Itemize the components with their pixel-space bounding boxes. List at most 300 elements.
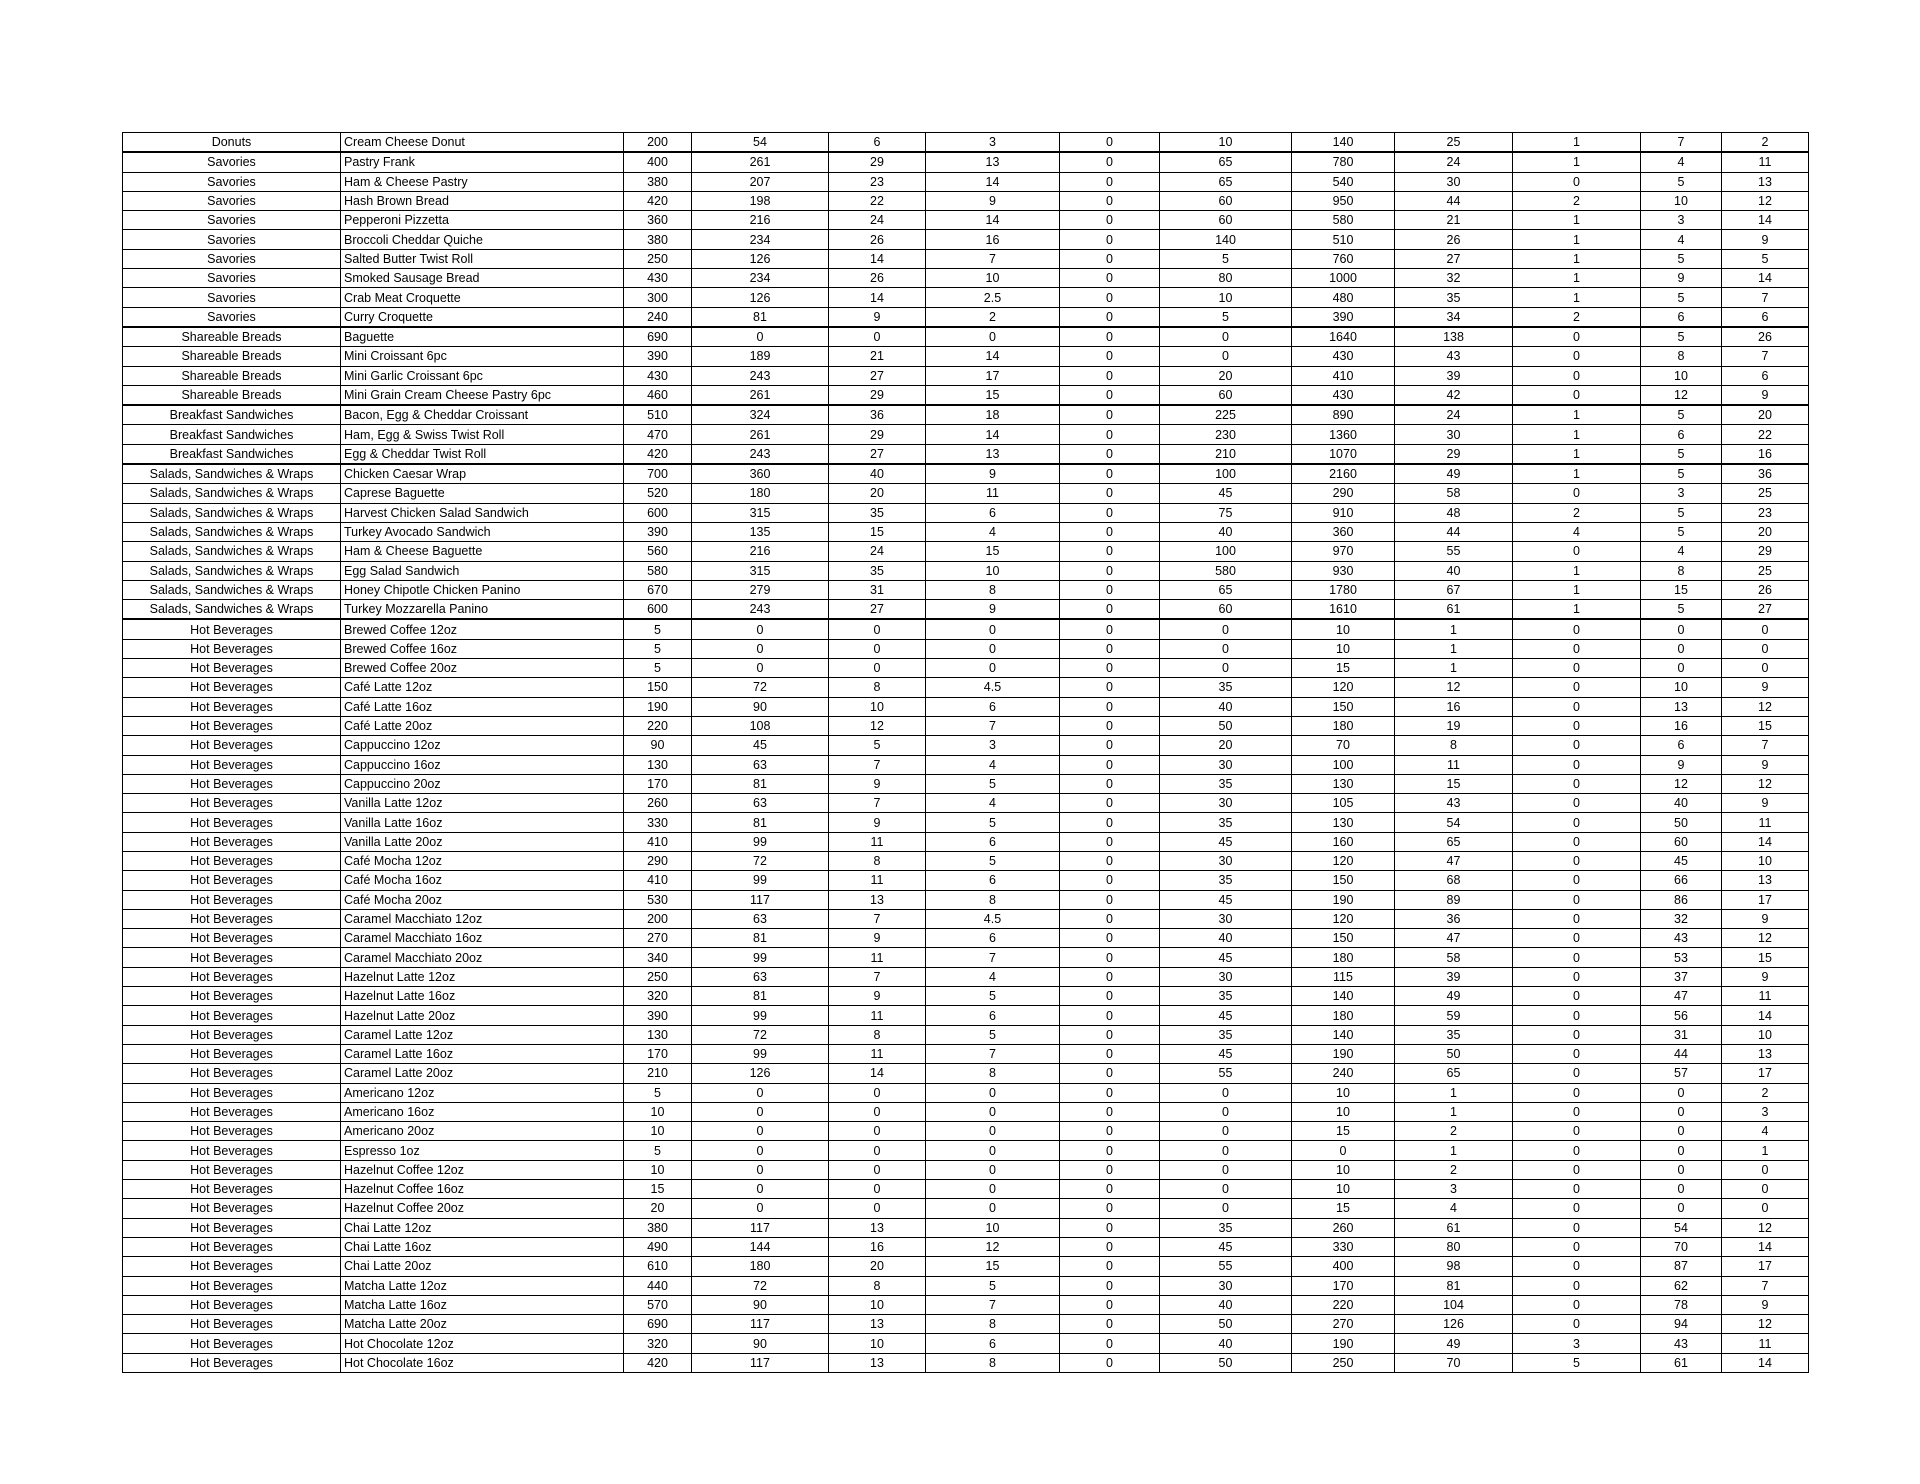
cell-c12: 66 (1641, 871, 1722, 890)
cell-c4: 45 (692, 736, 829, 755)
cell-c12: 0 (1641, 1160, 1722, 1179)
cell-c4: 180 (692, 1257, 829, 1276)
cell-item: Caramel Macchiato 12oz (341, 909, 624, 928)
cell-c9: 120 (1292, 851, 1395, 870)
cell-c6: 5 (926, 851, 1060, 870)
cell-c8: 100 (1160, 542, 1292, 561)
cell-c12: 5 (1641, 327, 1722, 347)
cell-c11: 0 (1513, 1180, 1641, 1199)
cell-c11: 1 (1513, 425, 1641, 444)
cell-c5: 14 (829, 1064, 926, 1083)
cell-c9: 150 (1292, 697, 1395, 716)
cell-c12: 9 (1641, 269, 1722, 288)
cell-c6: 3 (926, 133, 1060, 153)
cell-c4: 216 (692, 211, 829, 230)
cell-item: Matcha Latte 12oz (341, 1276, 624, 1295)
cell-category: Savories (123, 230, 341, 249)
cell-c9: 950 (1292, 191, 1395, 210)
cell-c9: 270 (1292, 1315, 1395, 1334)
cell-c11: 0 (1513, 347, 1641, 366)
cell-c3: 320 (624, 1334, 692, 1353)
cell-c4: 72 (692, 1025, 829, 1044)
cell-c4: 198 (692, 191, 829, 210)
cell-c3: 430 (624, 269, 692, 288)
cell-c5: 0 (829, 327, 926, 347)
cell-category: Hot Beverages (123, 1257, 341, 1276)
cell-item: Chai Latte 20oz (341, 1257, 624, 1276)
cell-category: Hot Beverages (123, 1315, 341, 1334)
cell-c7: 0 (1060, 1180, 1160, 1199)
cell-c11: 1 (1513, 211, 1641, 230)
cell-c4: 234 (692, 230, 829, 249)
cell-c8: 60 (1160, 385, 1292, 405)
cell-c11: 0 (1513, 774, 1641, 793)
cell-item: Caprese Baguette (341, 484, 624, 503)
cell-c3: 130 (624, 755, 692, 774)
cell-c7: 0 (1060, 1025, 1160, 1044)
cell-c6: 18 (926, 405, 1060, 425)
cell-c7: 0 (1060, 152, 1160, 172)
cell-c5: 31 (829, 580, 926, 599)
cell-c3: 150 (624, 678, 692, 697)
cell-c9: 330 (1292, 1237, 1395, 1256)
cell-c5: 0 (829, 659, 926, 678)
cell-c5: 35 (829, 561, 926, 580)
cell-c10: 34 (1395, 307, 1513, 327)
cell-c7: 0 (1060, 1257, 1160, 1276)
cell-c11: 0 (1513, 1199, 1641, 1218)
table-row (123, 619, 1809, 639)
cell-c5: 13 (829, 1315, 926, 1334)
cell-c3: 460 (624, 385, 692, 405)
cell-c11: 1 (1513, 580, 1641, 599)
table-row (123, 152, 1809, 172)
cell-c5: 11 (829, 871, 926, 890)
cell-c9: 10 (1292, 1102, 1395, 1121)
cell-c8: 100 (1160, 464, 1292, 484)
cell-c10: 67 (1395, 580, 1513, 599)
cell-c7: 0 (1060, 1334, 1160, 1353)
cell-c11: 1 (1513, 561, 1641, 580)
cell-c13: 6 (1722, 366, 1809, 385)
table-row (123, 1295, 1809, 1314)
cell-c9: 260 (1292, 1218, 1395, 1237)
cell-c4: 99 (692, 1044, 829, 1063)
cell-c12: 3 (1641, 484, 1722, 503)
table-row (123, 484, 1809, 503)
cell-c6: 10 (926, 269, 1060, 288)
cell-c6: 15 (926, 385, 1060, 405)
cell-c9: 140 (1292, 133, 1395, 153)
cell-c12: 4 (1641, 542, 1722, 561)
cell-category: Hot Beverages (123, 716, 341, 735)
cell-c13: 20 (1722, 522, 1809, 541)
cell-c6: 15 (926, 1257, 1060, 1276)
cell-item: Café Mocha 12oz (341, 851, 624, 870)
cell-c8: 0 (1160, 1122, 1292, 1141)
cell-c5: 8 (829, 1276, 926, 1295)
cell-c10: 3 (1395, 1180, 1513, 1199)
cell-c7: 0 (1060, 230, 1160, 249)
cell-category: Savories (123, 269, 341, 288)
cell-c9: 430 (1292, 347, 1395, 366)
cell-c9: 910 (1292, 503, 1395, 522)
cell-item: Smoked Sausage Bread (341, 269, 624, 288)
cell-c9: 140 (1292, 1025, 1395, 1044)
cell-c7: 0 (1060, 929, 1160, 948)
cell-c8: 10 (1160, 133, 1292, 153)
cell-c11: 1 (1513, 133, 1641, 153)
cell-c3: 240 (624, 307, 692, 327)
cell-c4: 360 (692, 464, 829, 484)
cell-c8: 0 (1160, 1083, 1292, 1102)
cell-c4: 81 (692, 987, 829, 1006)
cell-c8: 210 (1160, 444, 1292, 464)
cell-c7: 0 (1060, 1315, 1160, 1334)
cell-c10: 47 (1395, 929, 1513, 948)
cell-c8: 60 (1160, 211, 1292, 230)
cell-c8: 0 (1160, 347, 1292, 366)
table-row (123, 444, 1809, 464)
cell-c9: 120 (1292, 909, 1395, 928)
cell-c13: 12 (1722, 1315, 1809, 1334)
nutrition-table (122, 132, 1809, 1373)
cell-c13: 14 (1722, 269, 1809, 288)
cell-c5: 13 (829, 890, 926, 909)
cell-c12: 12 (1641, 385, 1722, 405)
cell-c6: 14 (926, 347, 1060, 366)
cell-c4: 72 (692, 851, 829, 870)
cell-c10: 1 (1395, 639, 1513, 658)
cell-c12: 5 (1641, 405, 1722, 425)
cell-c12: 0 (1641, 1083, 1722, 1102)
cell-c13: 20 (1722, 405, 1809, 425)
cell-c12: 54 (1641, 1218, 1722, 1237)
cell-c8: 55 (1160, 1064, 1292, 1083)
cell-c10: 1 (1395, 1141, 1513, 1160)
table-row (123, 967, 1809, 986)
cell-c7: 0 (1060, 659, 1160, 678)
cell-c10: 11 (1395, 755, 1513, 774)
table-row (123, 1334, 1809, 1353)
cell-category: Hot Beverages (123, 1237, 341, 1256)
cell-c7: 0 (1060, 542, 1160, 561)
cell-c8: 55 (1160, 1257, 1292, 1276)
cell-item: Cappuccino 12oz (341, 736, 624, 755)
table-row (123, 1006, 1809, 1025)
cell-c6: 0 (926, 1141, 1060, 1160)
cell-c4: 90 (692, 1334, 829, 1353)
table-row (123, 269, 1809, 288)
cell-c12: 5 (1641, 172, 1722, 191)
cell-c3: 320 (624, 987, 692, 1006)
cell-c12: 5 (1641, 522, 1722, 541)
cell-c5: 14 (829, 249, 926, 268)
cell-c10: 12 (1395, 678, 1513, 697)
cell-c11: 0 (1513, 1025, 1641, 1044)
cell-c7: 0 (1060, 619, 1160, 639)
cell-c5: 21 (829, 347, 926, 366)
cell-c4: 63 (692, 967, 829, 986)
table-row (123, 230, 1809, 249)
cell-c11: 0 (1513, 172, 1641, 191)
cell-c7: 0 (1060, 987, 1160, 1006)
cell-c3: 420 (624, 444, 692, 464)
cell-c9: 180 (1292, 1006, 1395, 1025)
cell-c11: 0 (1513, 1160, 1641, 1179)
cell-c10: 19 (1395, 716, 1513, 735)
cell-c9: 0 (1292, 1141, 1395, 1160)
cell-c6: 0 (926, 327, 1060, 347)
cell-c4: 261 (692, 152, 829, 172)
cell-c13: 13 (1722, 172, 1809, 191)
cell-c5: 13 (829, 1353, 926, 1372)
cell-c6: 0 (926, 639, 1060, 658)
cell-c9: 890 (1292, 405, 1395, 425)
cell-c7: 0 (1060, 1218, 1160, 1237)
table-row (123, 172, 1809, 191)
cell-item: Hot Chocolate 16oz (341, 1353, 624, 1372)
cell-c3: 200 (624, 909, 692, 928)
cell-c3: 420 (624, 191, 692, 210)
cell-c3: 700 (624, 464, 692, 484)
cell-c8: 50 (1160, 1353, 1292, 1372)
cell-c7: 0 (1060, 890, 1160, 909)
cell-c4: 135 (692, 522, 829, 541)
cell-c10: 29 (1395, 444, 1513, 464)
cell-c4: 207 (692, 172, 829, 191)
cell-c12: 8 (1641, 561, 1722, 580)
cell-c3: 5 (624, 639, 692, 658)
cell-c6: 4 (926, 967, 1060, 986)
cell-item: Ham & Cheese Pastry (341, 172, 624, 191)
cell-c7: 0 (1060, 1276, 1160, 1295)
cell-c4: 126 (692, 288, 829, 307)
cell-c10: 98 (1395, 1257, 1513, 1276)
cell-c5: 24 (829, 542, 926, 561)
cell-c3: 670 (624, 580, 692, 599)
cell-c9: 220 (1292, 1295, 1395, 1314)
cell-c11: 5 (1513, 1353, 1641, 1372)
cell-item: Pepperoni Pizzetta (341, 211, 624, 230)
table-row (123, 1141, 1809, 1160)
cell-c7: 0 (1060, 716, 1160, 735)
cell-item: Salted Butter Twist Roll (341, 249, 624, 268)
cell-c8: 30 (1160, 909, 1292, 928)
cell-item: Ham, Egg & Swiss Twist Roll (341, 425, 624, 444)
cell-c7: 0 (1060, 1295, 1160, 1314)
cell-c9: 150 (1292, 871, 1395, 890)
cell-category: Hot Beverages (123, 1295, 341, 1314)
cell-c4: 315 (692, 503, 829, 522)
cell-c12: 9 (1641, 755, 1722, 774)
cell-c7: 0 (1060, 600, 1160, 620)
cell-c11: 2 (1513, 191, 1641, 210)
cell-category: Hot Beverages (123, 987, 341, 1006)
cell-c11: 0 (1513, 794, 1641, 813)
cell-item: Hazelnut Coffee 20oz (341, 1199, 624, 1218)
cell-c8: 45 (1160, 948, 1292, 967)
cell-c8: 45 (1160, 1237, 1292, 1256)
cell-c3: 530 (624, 890, 692, 909)
cell-c4: 0 (692, 1102, 829, 1121)
cell-c3: 390 (624, 1006, 692, 1025)
cell-c6: 14 (926, 211, 1060, 230)
cell-c13: 9 (1722, 909, 1809, 928)
cell-c12: 60 (1641, 832, 1722, 851)
cell-c8: 40 (1160, 1295, 1292, 1314)
cell-c9: 970 (1292, 542, 1395, 561)
cell-c5: 29 (829, 385, 926, 405)
cell-c13: 14 (1722, 1237, 1809, 1256)
table-row (123, 1083, 1809, 1102)
cell-c5: 22 (829, 191, 926, 210)
cell-c11: 0 (1513, 1064, 1641, 1083)
cell-item: Ham & Cheese Baguette (341, 542, 624, 561)
cell-category: Salads, Sandwiches & Wraps (123, 542, 341, 561)
cell-c6: 6 (926, 871, 1060, 890)
cell-category: Savories (123, 191, 341, 210)
cell-c13: 26 (1722, 580, 1809, 599)
cell-c13: 0 (1722, 659, 1809, 678)
cell-category: Savories (123, 172, 341, 191)
cell-category: Hot Beverages (123, 659, 341, 678)
table-row (123, 1218, 1809, 1237)
cell-c6: 7 (926, 249, 1060, 268)
cell-c13: 11 (1722, 813, 1809, 832)
cell-c5: 7 (829, 967, 926, 986)
cell-c13: 9 (1722, 385, 1809, 405)
table-row (123, 909, 1809, 928)
cell-category: Hot Beverages (123, 774, 341, 793)
cell-c7: 0 (1060, 191, 1160, 210)
cell-c7: 0 (1060, 172, 1160, 191)
cell-c12: 43 (1641, 1334, 1722, 1353)
cell-c10: 138 (1395, 327, 1513, 347)
cell-c13: 9 (1722, 1295, 1809, 1314)
cell-c7: 0 (1060, 1064, 1160, 1083)
cell-c4: 261 (692, 425, 829, 444)
cell-c9: 10 (1292, 1180, 1395, 1199)
cell-c13: 9 (1722, 230, 1809, 249)
cell-c5: 13 (829, 1218, 926, 1237)
cell-c3: 380 (624, 1218, 692, 1237)
cell-c8: 35 (1160, 774, 1292, 793)
cell-c3: 5 (624, 1083, 692, 1102)
cell-c4: 63 (692, 755, 829, 774)
cell-item: Mini Croissant 6pc (341, 347, 624, 366)
cell-c7: 0 (1060, 909, 1160, 928)
cell-c10: 35 (1395, 1025, 1513, 1044)
cell-c9: 15 (1292, 1122, 1395, 1141)
cell-c10: 61 (1395, 1218, 1513, 1237)
cell-c8: 35 (1160, 813, 1292, 832)
cell-c7: 0 (1060, 288, 1160, 307)
cell-c5: 9 (829, 774, 926, 793)
cell-c11: 0 (1513, 366, 1641, 385)
cell-category: Salads, Sandwiches & Wraps (123, 484, 341, 503)
cell-c13: 23 (1722, 503, 1809, 522)
cell-item: Brewed Coffee 16oz (341, 639, 624, 658)
cell-c5: 7 (829, 755, 926, 774)
cell-c12: 0 (1641, 1102, 1722, 1121)
cell-item: Matcha Latte 20oz (341, 1315, 624, 1334)
cell-category: Hot Beverages (123, 832, 341, 851)
cell-c8: 65 (1160, 172, 1292, 191)
cell-category: Hot Beverages (123, 967, 341, 986)
cell-c11: 0 (1513, 736, 1641, 755)
cell-c4: 63 (692, 794, 829, 813)
cell-c9: 290 (1292, 484, 1395, 503)
cell-category: Hot Beverages (123, 755, 341, 774)
cell-c6: 8 (926, 1064, 1060, 1083)
cell-category: Hot Beverages (123, 1334, 341, 1353)
table-row (123, 1276, 1809, 1295)
cell-c13: 26 (1722, 327, 1809, 347)
cell-c11: 1 (1513, 152, 1641, 172)
cell-c7: 0 (1060, 385, 1160, 405)
cell-c5: 23 (829, 172, 926, 191)
cell-c10: 47 (1395, 851, 1513, 870)
cell-c13: 10 (1722, 1025, 1809, 1044)
cell-c9: 1780 (1292, 580, 1395, 599)
cell-c10: 35 (1395, 288, 1513, 307)
cell-c7: 0 (1060, 832, 1160, 851)
cell-c4: 117 (692, 1353, 829, 1372)
cell-c3: 390 (624, 522, 692, 541)
cell-c4: 117 (692, 890, 829, 909)
cell-c10: 39 (1395, 366, 1513, 385)
cell-c6: 8 (926, 890, 1060, 909)
cell-c12: 87 (1641, 1257, 1722, 1276)
cell-c9: 1070 (1292, 444, 1395, 464)
cell-c6: 0 (926, 659, 1060, 678)
cell-item: Café Latte 12oz (341, 678, 624, 697)
cell-c11: 0 (1513, 1006, 1641, 1025)
cell-c7: 0 (1060, 1083, 1160, 1102)
cell-c6: 17 (926, 366, 1060, 385)
cell-c5: 11 (829, 1006, 926, 1025)
cell-c3: 5 (624, 1141, 692, 1160)
cell-c9: 410 (1292, 366, 1395, 385)
cell-c9: 1640 (1292, 327, 1395, 347)
cell-c7: 0 (1060, 755, 1160, 774)
cell-c11: 0 (1513, 542, 1641, 561)
cell-item: Broccoli Cheddar Quiche (341, 230, 624, 249)
cell-c3: 340 (624, 948, 692, 967)
cell-c5: 10 (829, 1295, 926, 1314)
cell-c10: 70 (1395, 1353, 1513, 1372)
cell-item: Hazelnut Latte 12oz (341, 967, 624, 986)
cell-c13: 14 (1722, 1006, 1809, 1025)
table-row (123, 716, 1809, 735)
cell-category: Savories (123, 288, 341, 307)
cell-c7: 0 (1060, 1102, 1160, 1121)
cell-c10: 1 (1395, 1102, 1513, 1121)
cell-category: Hot Beverages (123, 794, 341, 813)
cell-c8: 0 (1160, 1180, 1292, 1199)
cell-c9: 190 (1292, 890, 1395, 909)
cell-item: Caramel Latte 16oz (341, 1044, 624, 1063)
cell-c5: 0 (829, 1102, 926, 1121)
cell-c9: 10 (1292, 619, 1395, 639)
table-row (123, 755, 1809, 774)
cell-c9: 240 (1292, 1064, 1395, 1083)
cell-c8: 30 (1160, 755, 1292, 774)
cell-c11: 1 (1513, 249, 1641, 268)
cell-c8: 580 (1160, 561, 1292, 580)
cell-c6: 13 (926, 152, 1060, 172)
